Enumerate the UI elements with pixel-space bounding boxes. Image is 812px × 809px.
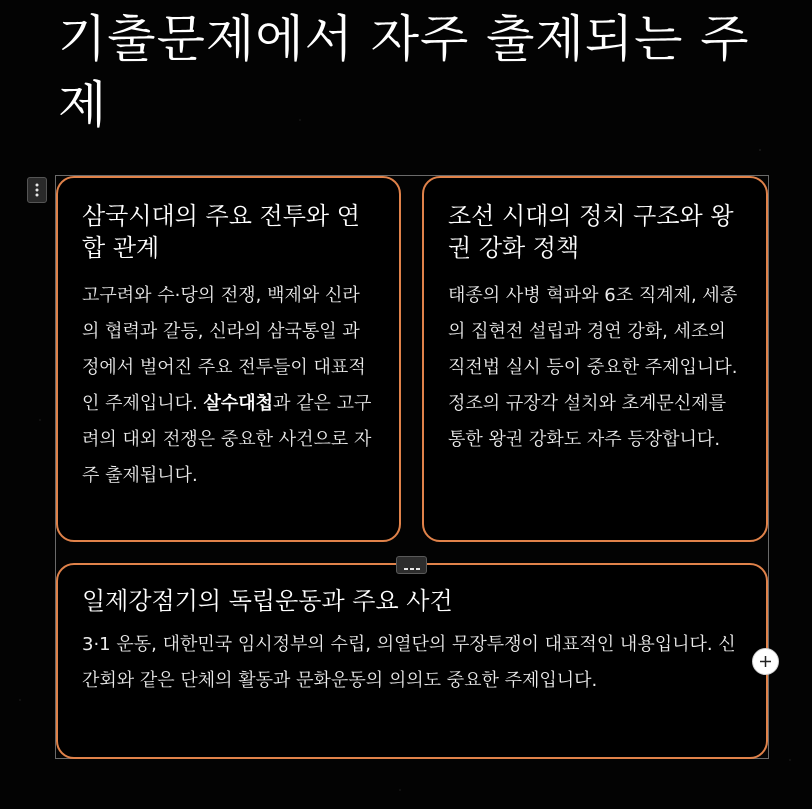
card-independence-movement[interactable] xyxy=(56,563,768,759)
card-title: 삼국시대의 주요 전투와 연합 관계 xyxy=(82,202,360,262)
card-three-kingdoms[interactable] xyxy=(56,176,401,542)
card-body xyxy=(82,278,377,494)
horizontal-dots-icon xyxy=(404,556,420,575)
add-block-button[interactable] xyxy=(752,648,779,675)
card-body: 3·1 운동, 대한민국 임시정부의 수립, 의열단의 무장투쟁이 대표적인 내용입니다. 신간회와 같은 단체의 활동과 문화운동의 의의도 중요한 주제입니다. xyxy=(82,634,736,691)
card-joseon-politics[interactable] xyxy=(422,176,768,542)
resize-handle[interactable] xyxy=(396,556,427,574)
plus-icon xyxy=(760,652,771,671)
card-body: 태종의 사병 혁파와 6조 직계제, 세종의 집현전 설립과 경연 강화, 세조의 직전법 실시 등이 중요한 주제입니다. 정조의 규장각 설치와 초계문신제를 통한 왕권 강화도 자주 등장합니다. xyxy=(448,285,738,450)
page-title: 기출문제에서 자주 출제되는 주제 xyxy=(58,10,750,134)
card-body-text: 고구려와 수·당의 전쟁, 백제와 신라의 협력과 갈등, 신라의 삼국통일 과정에서 벌어진 주요 전투들이 대표적인 주제입니다. xyxy=(82,285,366,414)
block-menu-button[interactable] xyxy=(27,177,47,203)
card-body-text: 과 같은 고구려의 대외 전쟁은 중요한 사건으로 자주 출제됩니다. xyxy=(82,393,372,486)
card-title: 조선 시대의 정치 구조와 왕권 강화 정책 xyxy=(448,202,734,262)
card-body-bold: 살수대첩 xyxy=(203,393,274,414)
card-title: 일제강점기의 독립운동과 주요 사건 xyxy=(82,587,453,615)
vertical-dots-icon xyxy=(35,183,39,197)
